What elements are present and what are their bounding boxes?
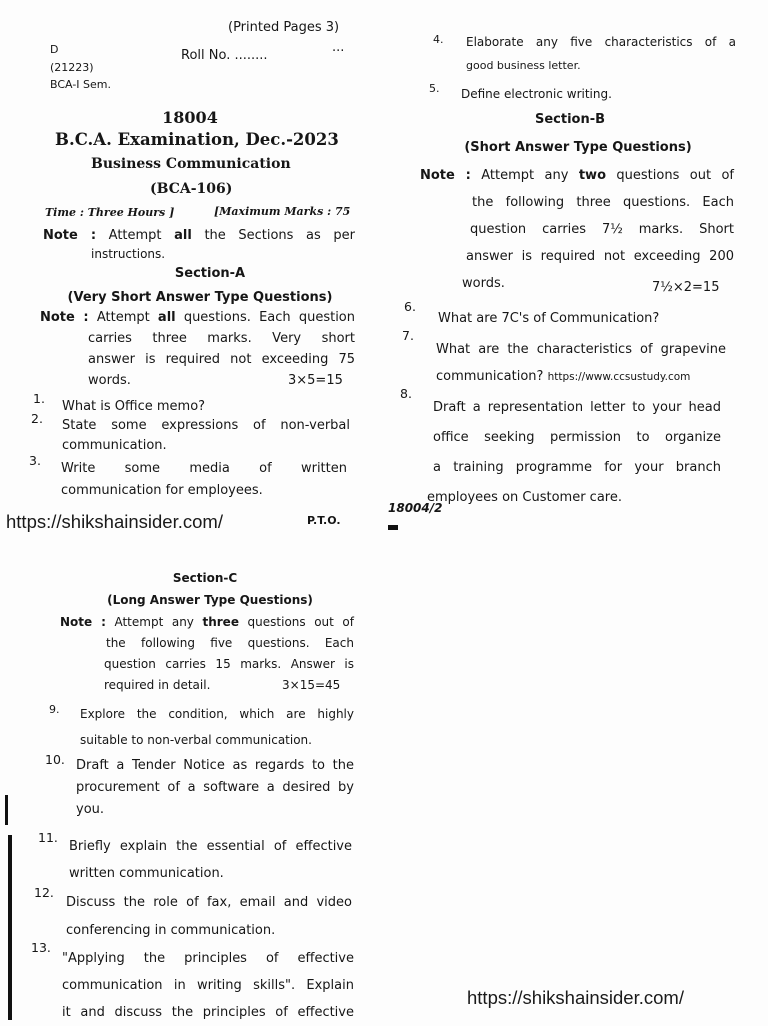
scan-smudge	[388, 525, 398, 530]
course-code: (BCA-106)	[150, 181, 233, 197]
section-c-marks: 3×15=45	[282, 678, 341, 692]
question-number: 11.	[38, 830, 58, 845]
printed-pages: (Printed Pages 3)	[228, 20, 340, 35]
question-4: Elaborate any five characteristics of a good business letter.	[466, 35, 736, 72]
paper-number: 18004	[162, 108, 218, 127]
question-1: What is Office memo?	[62, 399, 206, 414]
exam-title: B.C.A. Examination, Dec.-2023	[55, 130, 339, 149]
section-c-note: Note : Attempt any three questions out of the following five questions. Each question carries 15 marks. Answer is required in detail. 3×15=45	[60, 612, 354, 696]
pto-label: P.T.O.	[307, 514, 341, 527]
scan-edge-mark	[5, 795, 8, 825]
question-number: 10.	[45, 752, 65, 767]
section-a-note: Note : Attempt all questions. Each question carries three marks. Very short answer is required not exceeding 75 words. 3×5=15	[40, 307, 355, 391]
time-allowed: Time : Three Hours ]	[45, 206, 175, 219]
question-9: Explore the condition, which are highly suitable to non-verbal communication.	[80, 707, 354, 747]
scan-edge-mark	[8, 835, 12, 1020]
subject-title: Business Communication	[91, 156, 291, 172]
watermark-url: https://shikshainsider.com/	[467, 987, 684, 1008]
roll-no: Roll No. ........	[181, 48, 268, 63]
section-b-subtitle: (Short Answer Type Questions)	[464, 140, 692, 155]
question-number: 13.	[31, 940, 51, 955]
section-b-note: Note : Attempt any two questions out of the following three questions. Each question carries 7½ marks. Short answer is required not exceeding 200 words. 7½×2=15	[420, 162, 734, 297]
question-3: Write some media of written communication for employees.	[61, 461, 347, 498]
question-number: 12.	[34, 885, 54, 900]
question-11: Briefly explain the essential of effective written communication.	[69, 839, 352, 881]
question-number: 9.	[49, 703, 60, 716]
question-number: 5.	[429, 82, 440, 95]
page-footer-code: 18004/2	[388, 501, 443, 515]
semester: BCA-I Sem.	[50, 78, 111, 91]
question-number: 2.	[31, 411, 43, 426]
roll-no-dots: ...	[332, 40, 345, 55]
left-code: D	[50, 43, 59, 56]
section-b-title: Section-B	[534, 112, 606, 127]
question-number: 8.	[400, 386, 412, 401]
section-c-title: Section-C	[172, 571, 238, 585]
paper-code: (21223)	[50, 61, 94, 74]
max-marks: [Maximum Marks : 75	[214, 205, 351, 218]
general-note: Note : Attempt all the Sections as per instructions.	[43, 228, 355, 261]
question-7: What are the characteristics of grapevine communication? https://www.ccsustudy.com	[436, 342, 726, 384]
question-10: Draft a Tender Notice as regards to the procurement of a software a desired by you.	[76, 758, 354, 817]
question-number: 3.	[29, 453, 41, 468]
question-2: State some expressions of non-verbal communication.	[62, 418, 350, 453]
question-number: 7.	[402, 328, 414, 343]
question-number: 1.	[33, 391, 45, 406]
question-6: What are 7C's of Communication?	[438, 311, 660, 326]
section-a-title: Section-A	[174, 266, 246, 281]
question-number: 4.	[433, 33, 444, 46]
question-12: Discuss the role of fax, email and video conferencing in communication.	[66, 895, 352, 938]
section-a-marks: 3×5=15	[288, 373, 343, 388]
question-8: Draft a representation letter to your head office seeking permission to organize a training programme for your branch employees on Customer care.	[427, 400, 721, 505]
section-b-marks: 7½×2=15	[652, 280, 720, 295]
section-c-subtitle: (Long Answer Type Questions)	[107, 593, 313, 607]
question-number: 6.	[404, 299, 416, 314]
question-13: "Applying the principles of effective communication in writing skills". Explain it and discuss the principles of effective	[62, 951, 354, 1020]
section-a-subtitle: (Very Short Answer Type Questions)	[67, 290, 333, 305]
watermark-url: https://shikshainsider.com/	[6, 511, 223, 532]
inline-url: https://www.ccsustudy.com	[547, 371, 691, 383]
question-5: Define electronic writing.	[461, 87, 612, 101]
